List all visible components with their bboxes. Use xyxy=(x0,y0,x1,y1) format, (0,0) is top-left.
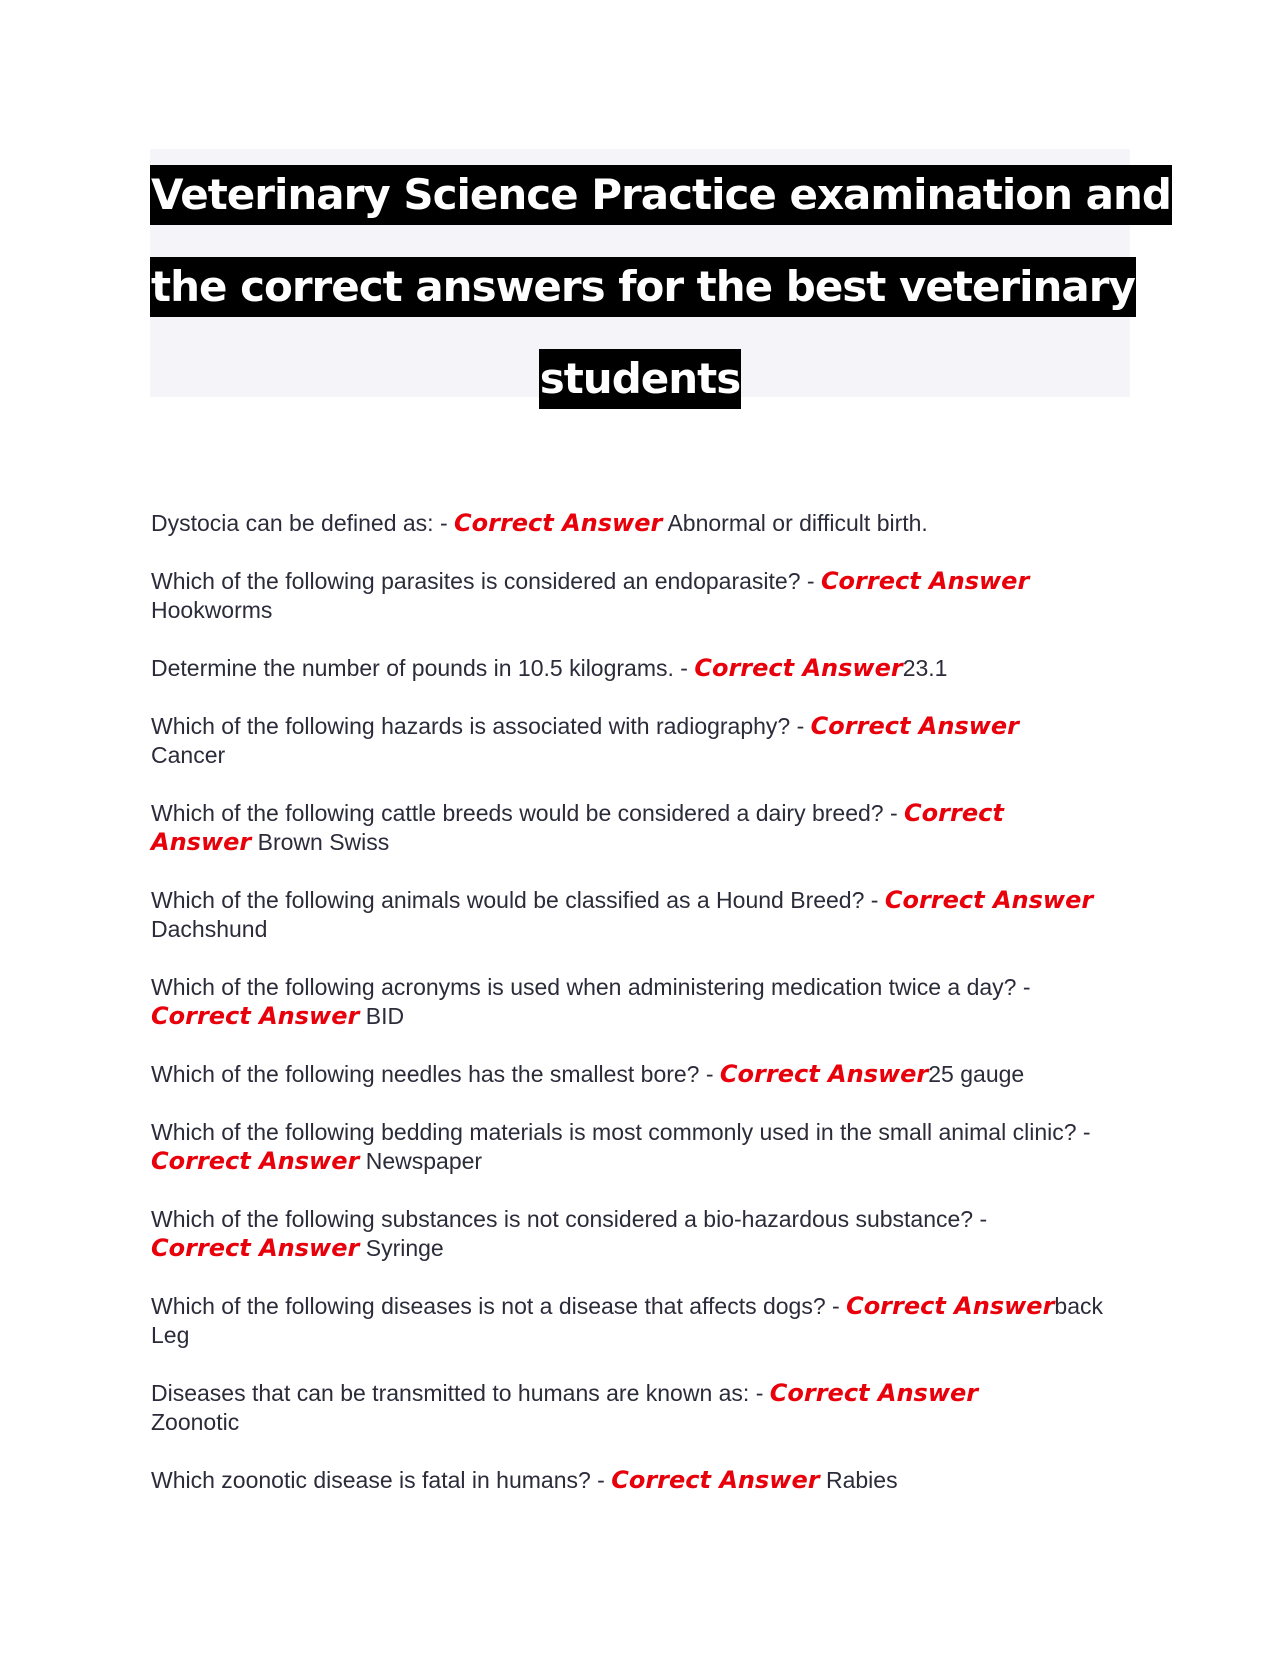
answer-text: BID xyxy=(359,1003,405,1029)
qa-item xyxy=(151,1379,1111,1437)
question-text: Which of the following substances is not considered a bio-hazardous substance? - xyxy=(151,1206,988,1232)
answer-text: Newspaper xyxy=(359,1148,483,1174)
document-title-line-3: students xyxy=(539,349,742,409)
qa-item xyxy=(151,712,1111,770)
answer-text: Cancer xyxy=(151,742,226,768)
qa-item xyxy=(151,509,1111,538)
correct-answer-label: Correct Answer xyxy=(719,1060,929,1088)
qa-item xyxy=(151,1205,1111,1263)
question-text: Diseases that can be transmitted to humans are known as: - xyxy=(151,1380,770,1406)
answer-text: Syringe xyxy=(359,1235,444,1261)
question-text: Which of the following cattle breeds would be considered a dairy breed? - xyxy=(151,800,905,826)
answer-text: Dachshund xyxy=(151,916,268,942)
qa-item xyxy=(151,886,1111,944)
qa-item xyxy=(151,567,1111,625)
question-text: Which of the following bedding materials is most commonly used in the small animal clinic? - xyxy=(151,1119,1091,1145)
correct-answer-label: Correct Answer xyxy=(769,1379,979,1407)
answer-text: Hookworms xyxy=(151,597,273,623)
qa-item xyxy=(151,1060,1111,1089)
question-text: Which of the following acronyms is used when administering medication twice a day? - xyxy=(151,974,1031,1000)
question-text: Dystocia can be defined as: - xyxy=(151,510,454,536)
question-text: Which of the following animals would be classified as a Hound Breed? - xyxy=(151,887,885,913)
correct-answer-label: Correct Answer xyxy=(820,567,1030,595)
question-text: Which zoonotic disease is fatal in humans? - xyxy=(151,1467,612,1493)
question-text: Which of the following needles has the smallest bore? - xyxy=(151,1061,720,1087)
question-text: Determine the number of pounds in 10.5 kilograms. - xyxy=(151,655,695,681)
question-answer-list xyxy=(151,509,1111,1524)
answer-text: Abnormal or difficult birth. xyxy=(662,510,928,536)
qa-item xyxy=(151,1466,1111,1495)
correct-answer-label: Correct Answer xyxy=(810,712,1020,740)
qa-item xyxy=(151,654,1111,683)
question-text: Which of the following diseases is not a disease that affects dogs? - xyxy=(151,1293,847,1319)
correct-answer-label: Correct Answer xyxy=(151,799,1004,856)
correct-answer-label: Correct Answer xyxy=(611,1466,820,1494)
answer-text: Zoonotic xyxy=(151,1409,240,1435)
question-text: Which of the following hazards is associated with radiography? - xyxy=(151,713,811,739)
correct-answer-label: Correct Answer xyxy=(151,1002,360,1030)
answer-text: Brown Swiss xyxy=(251,829,390,855)
correct-answer-label: Correct Answer xyxy=(151,1234,360,1262)
correct-answer-label: Correct Answer xyxy=(694,654,903,682)
qa-item xyxy=(151,973,1111,1031)
question-text: Which of the following parasites is considered an endoparasite? - xyxy=(151,568,821,594)
answer-text: Rabies xyxy=(819,1467,898,1493)
answer-text: 25 gauge xyxy=(928,1061,1025,1087)
document-title-line-2: the correct answers for the best veterinary xyxy=(150,257,1136,317)
correct-answer-label: Correct Answer xyxy=(151,1147,360,1175)
correct-answer-label: Correct Answer xyxy=(454,509,663,537)
document-title-panel xyxy=(150,149,1171,403)
qa-item xyxy=(151,1292,1111,1350)
answer-text: back Leg xyxy=(151,1293,1104,1348)
document-title-line-1: Veterinary Science Practice examination and xyxy=(150,165,1172,225)
correct-answer-label: Correct Answer xyxy=(846,1292,1055,1320)
qa-item xyxy=(151,799,1111,857)
correct-answer-label: Correct Answer xyxy=(884,886,1094,914)
answer-text: 23.1 xyxy=(902,655,948,681)
qa-item xyxy=(151,1118,1111,1176)
